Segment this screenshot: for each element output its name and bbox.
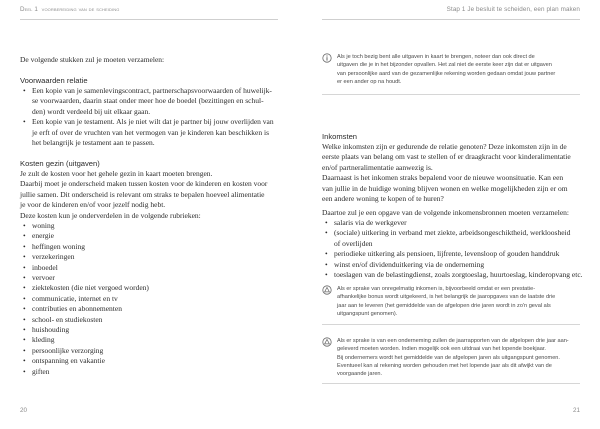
bullet-icon: • — [23, 241, 26, 251]
list-item-text: kleding — [32, 335, 55, 345]
list-item — [20, 263, 149, 273]
list-item — [20, 325, 149, 335]
text-line: uitgaven die je in het bijzonder opvallen. Het zal niet de eerste keer zijn dat er uitgaven — [337, 62, 552, 69]
bullet-icon: • — [23, 117, 26, 127]
list-item-text: ziektekosten (die niet vergoed worden) — [32, 283, 149, 293]
header-rule — [322, 19, 580, 20]
list-item-text: huishouding — [32, 325, 70, 335]
voorwaarden-list — [20, 86, 274, 148]
text-line: je voor de kinderen en/of voor jezelf nodig hebt. — [20, 200, 166, 210]
text-line: van persoonlijke aard van de gezamenlijke rekening worden gedaan omdat jouw partner — [337, 70, 556, 77]
text-line: geleverd moeten worden. Indien mogelijk ook een uitdraai van het lopende boekjaar. — [337, 346, 546, 353]
list-item — [20, 367, 149, 377]
text-line: jullie samen. Dit onderscheid is relevant om straks te bepalen hoeveel alimentatie — [20, 189, 265, 199]
list-item — [20, 294, 149, 304]
list-item-text: toeslagen van de belastingdienst, zoals zorgtoeslag, huurtoeslag, kinderopvang etc. — [334, 270, 583, 280]
bullet-icon: • — [23, 356, 26, 366]
bullet-icon: • — [325, 218, 328, 227]
list-item — [322, 249, 583, 259]
note-separator — [322, 94, 580, 95]
list-item-text: verzekeringen — [32, 252, 75, 262]
text-line: eerste plaats van belang om vast te stellen of er draagkracht voor kinderalimentatie — [322, 152, 571, 162]
text-line: Als er sprake van onregelmatig inkomen is, bijvoorbeeld omdat er een prestatie- — [337, 286, 536, 292]
note-separator — [322, 383, 580, 384]
header-part: Deel 1 — [20, 6, 38, 13]
list-item — [20, 283, 149, 293]
bullet-icon: • — [23, 314, 26, 324]
bullet-icon: • — [325, 270, 328, 280]
text-line: Daarnaast is het inkomen straks bepalend voor de nieuwe woonsituatie. Kan een — [322, 173, 564, 183]
list-item-text: communicatie, internet en tv — [32, 293, 118, 303]
list-item-text: (sociale) uitkering in verband met ziekte, arbeidsongeschiktheid, werkloosheid — [334, 228, 571, 238]
list-item-text: school- en studiekosten — [32, 314, 103, 324]
list-item — [20, 356, 149, 366]
bullet-icon: • — [23, 86, 26, 95]
text-line: Eventueel kan al rekening worden gehouden met het lopende jaar als dit afwijkt van de — [337, 362, 552, 369]
list-item-text: contributies en abonnementen — [32, 304, 122, 314]
list-item-text: Een kopie van je samenlevingscontract, partnerschapsvoorwaarden of huwelijk- — [32, 86, 272, 95]
list-item-text: persoonlijke verzorging — [32, 345, 104, 355]
bullet-icon: • — [23, 262, 26, 272]
text-line: voorgaande jaren. — [337, 371, 383, 378]
list-item — [20, 117, 274, 148]
section-heading-inkomsten: Inkomsten — [322, 132, 358, 141]
running-header-left — [20, 2, 119, 18]
page-number-right: 21 — [572, 407, 580, 414]
list-item-text: periodieke uitkering als pensioen, lijfrente, levensloop of gouden handdruk — [334, 249, 560, 259]
bullet-icon: • — [23, 273, 26, 283]
text-line: Daarbij moet je onderscheid maken tussen kosten voor de kinderen en kosten voor — [20, 179, 268, 189]
bullet-icon: • — [23, 252, 26, 262]
list-item — [20, 273, 149, 283]
list-item-text: winst en/of dividenduitkering via de onderneming — [334, 259, 485, 269]
list-item — [322, 218, 583, 228]
text-line: Als je toch bezig bent alle uitgaven in kaart te brengen, noteer dan ook direct de — [337, 54, 535, 60]
inkomsten-lead: Daartoe zul je een opgave van de volgende inkomensbronnen moeten verzamelen: — [322, 208, 569, 217]
bullet-icon: • — [325, 249, 328, 259]
list-item-text: ontspanning en vakantie — [32, 356, 105, 366]
text-line: afhankelijke bonus wordt uitgekeerd, is het belangrijk de jaaropgaves van de laatste drie — [337, 294, 556, 301]
list-item — [20, 304, 149, 314]
note-uitgaven — [337, 53, 555, 86]
bullet-icon: • — [23, 221, 26, 230]
text-line: Welke inkomsten zijn er gedurende de relatie genoten? Deze inkomsten zijn in de — [322, 142, 567, 151]
list-item — [20, 231, 149, 241]
list-item — [20, 252, 149, 262]
text-line: van jullie in de huidige woning blijven wonen en welke mogelijkheden zijn er om — [322, 183, 568, 193]
list-item — [322, 260, 583, 270]
list-item-text: giften — [32, 366, 50, 376]
list-item — [20, 242, 149, 252]
note-onregelmatig-inkomen — [337, 285, 555, 318]
list-item-text: het belangrijk je testament aan te passen. — [32, 138, 155, 148]
list-item-text: energie — [32, 231, 54, 241]
bullet-icon: • — [23, 283, 26, 293]
list-item-text: inboedel — [32, 262, 58, 272]
inkomsten-paragraph — [322, 142, 571, 204]
text-line: en/of partneralimentatie aanwezig is. — [322, 162, 433, 172]
info-icon — [322, 53, 332, 63]
right-page — [300, 0, 600, 429]
bullet-icon: • — [23, 345, 26, 355]
bullet-icon: • — [23, 335, 26, 345]
text-line: er een ander op na houdt. — [337, 78, 402, 85]
inkomensbronnen-list — [322, 218, 583, 280]
list-item-text: je erft of over de vruchten van het vermogen van je kinderen kan beschikken is — [32, 127, 269, 137]
intro-text: De volgende stukken zul je moeten verzamelen: — [20, 55, 165, 64]
text-line: een andere woning te kopen of te huren? — [322, 194, 444, 204]
text-line: uitgangspunt genomen). — [337, 310, 398, 317]
list-item-text: vervoer — [32, 273, 55, 283]
list-item-text: Een kopie van je testament. Als je niet wilt dat je partner bij jouw overlijden van — [32, 117, 274, 127]
list-item-text: heffingen woning — [32, 241, 85, 251]
text-line: jaar aan te leveren (het gemiddelde van de afgelopen drie jaren wordt in zo'n geval als — [337, 302, 551, 309]
note-onderneming — [337, 337, 569, 378]
text-line: Als er sprake is van een onderneming zullen de jaarrapporten van de afgelopen drie jaar aan- — [337, 338, 569, 344]
bullet-icon: • — [325, 259, 328, 269]
list-item — [20, 221, 149, 231]
kosten-paragraph — [20, 169, 267, 221]
warning-icon — [322, 285, 332, 295]
bullet-icon: • — [23, 231, 26, 241]
list-item-text: of overlijden — [334, 238, 373, 248]
list-item-text: se voorwaarden, daarin staat onder meer hoe de boedel (bezittingen en schul- — [32, 96, 264, 106]
text-line: Je zult de kosten voor het gehele gezin in kaart moeten brengen. — [20, 169, 213, 178]
rubrieken-list — [20, 221, 149, 377]
header-title: voorbereiding van de scheiding — [41, 6, 120, 13]
header-rule — [20, 19, 278, 20]
note-separator — [322, 324, 580, 325]
list-item — [20, 86, 274, 117]
list-item — [322, 270, 583, 280]
list-item — [20, 346, 149, 356]
bullet-icon: • — [23, 293, 26, 303]
section-heading-kosten: Kosten gezin (uitgaven) — [20, 159, 100, 168]
running-header-right: Stap 1 Je besluit te scheiden, een plan maken — [446, 6, 580, 13]
section-heading-voorwaarden: Voorwaarden relatie — [20, 76, 88, 85]
page-number-left: 20 — [20, 407, 28, 414]
list-item — [20, 335, 149, 345]
text-line: Deze kosten kun je onderverdelen in de volgende rubrieken: — [20, 210, 201, 220]
list-item — [322, 228, 583, 249]
warning-icon — [322, 337, 332, 347]
list-item-text: salaris via de werkgever — [334, 218, 407, 227]
text-line: Bij ondernemers wordt het gemiddelde van de afgelopen jaren als uitgangspunt genomen. — [337, 354, 560, 361]
bullet-icon: • — [23, 366, 26, 376]
bullet-icon: • — [23, 304, 26, 314]
bullet-icon: • — [23, 325, 26, 335]
bullet-icon: • — [325, 228, 328, 238]
list-item — [20, 315, 149, 325]
list-item-text: woning — [32, 221, 55, 230]
list-item-text: den) wordt verdeeld bij uit elkaar gaan. — [32, 106, 151, 116]
